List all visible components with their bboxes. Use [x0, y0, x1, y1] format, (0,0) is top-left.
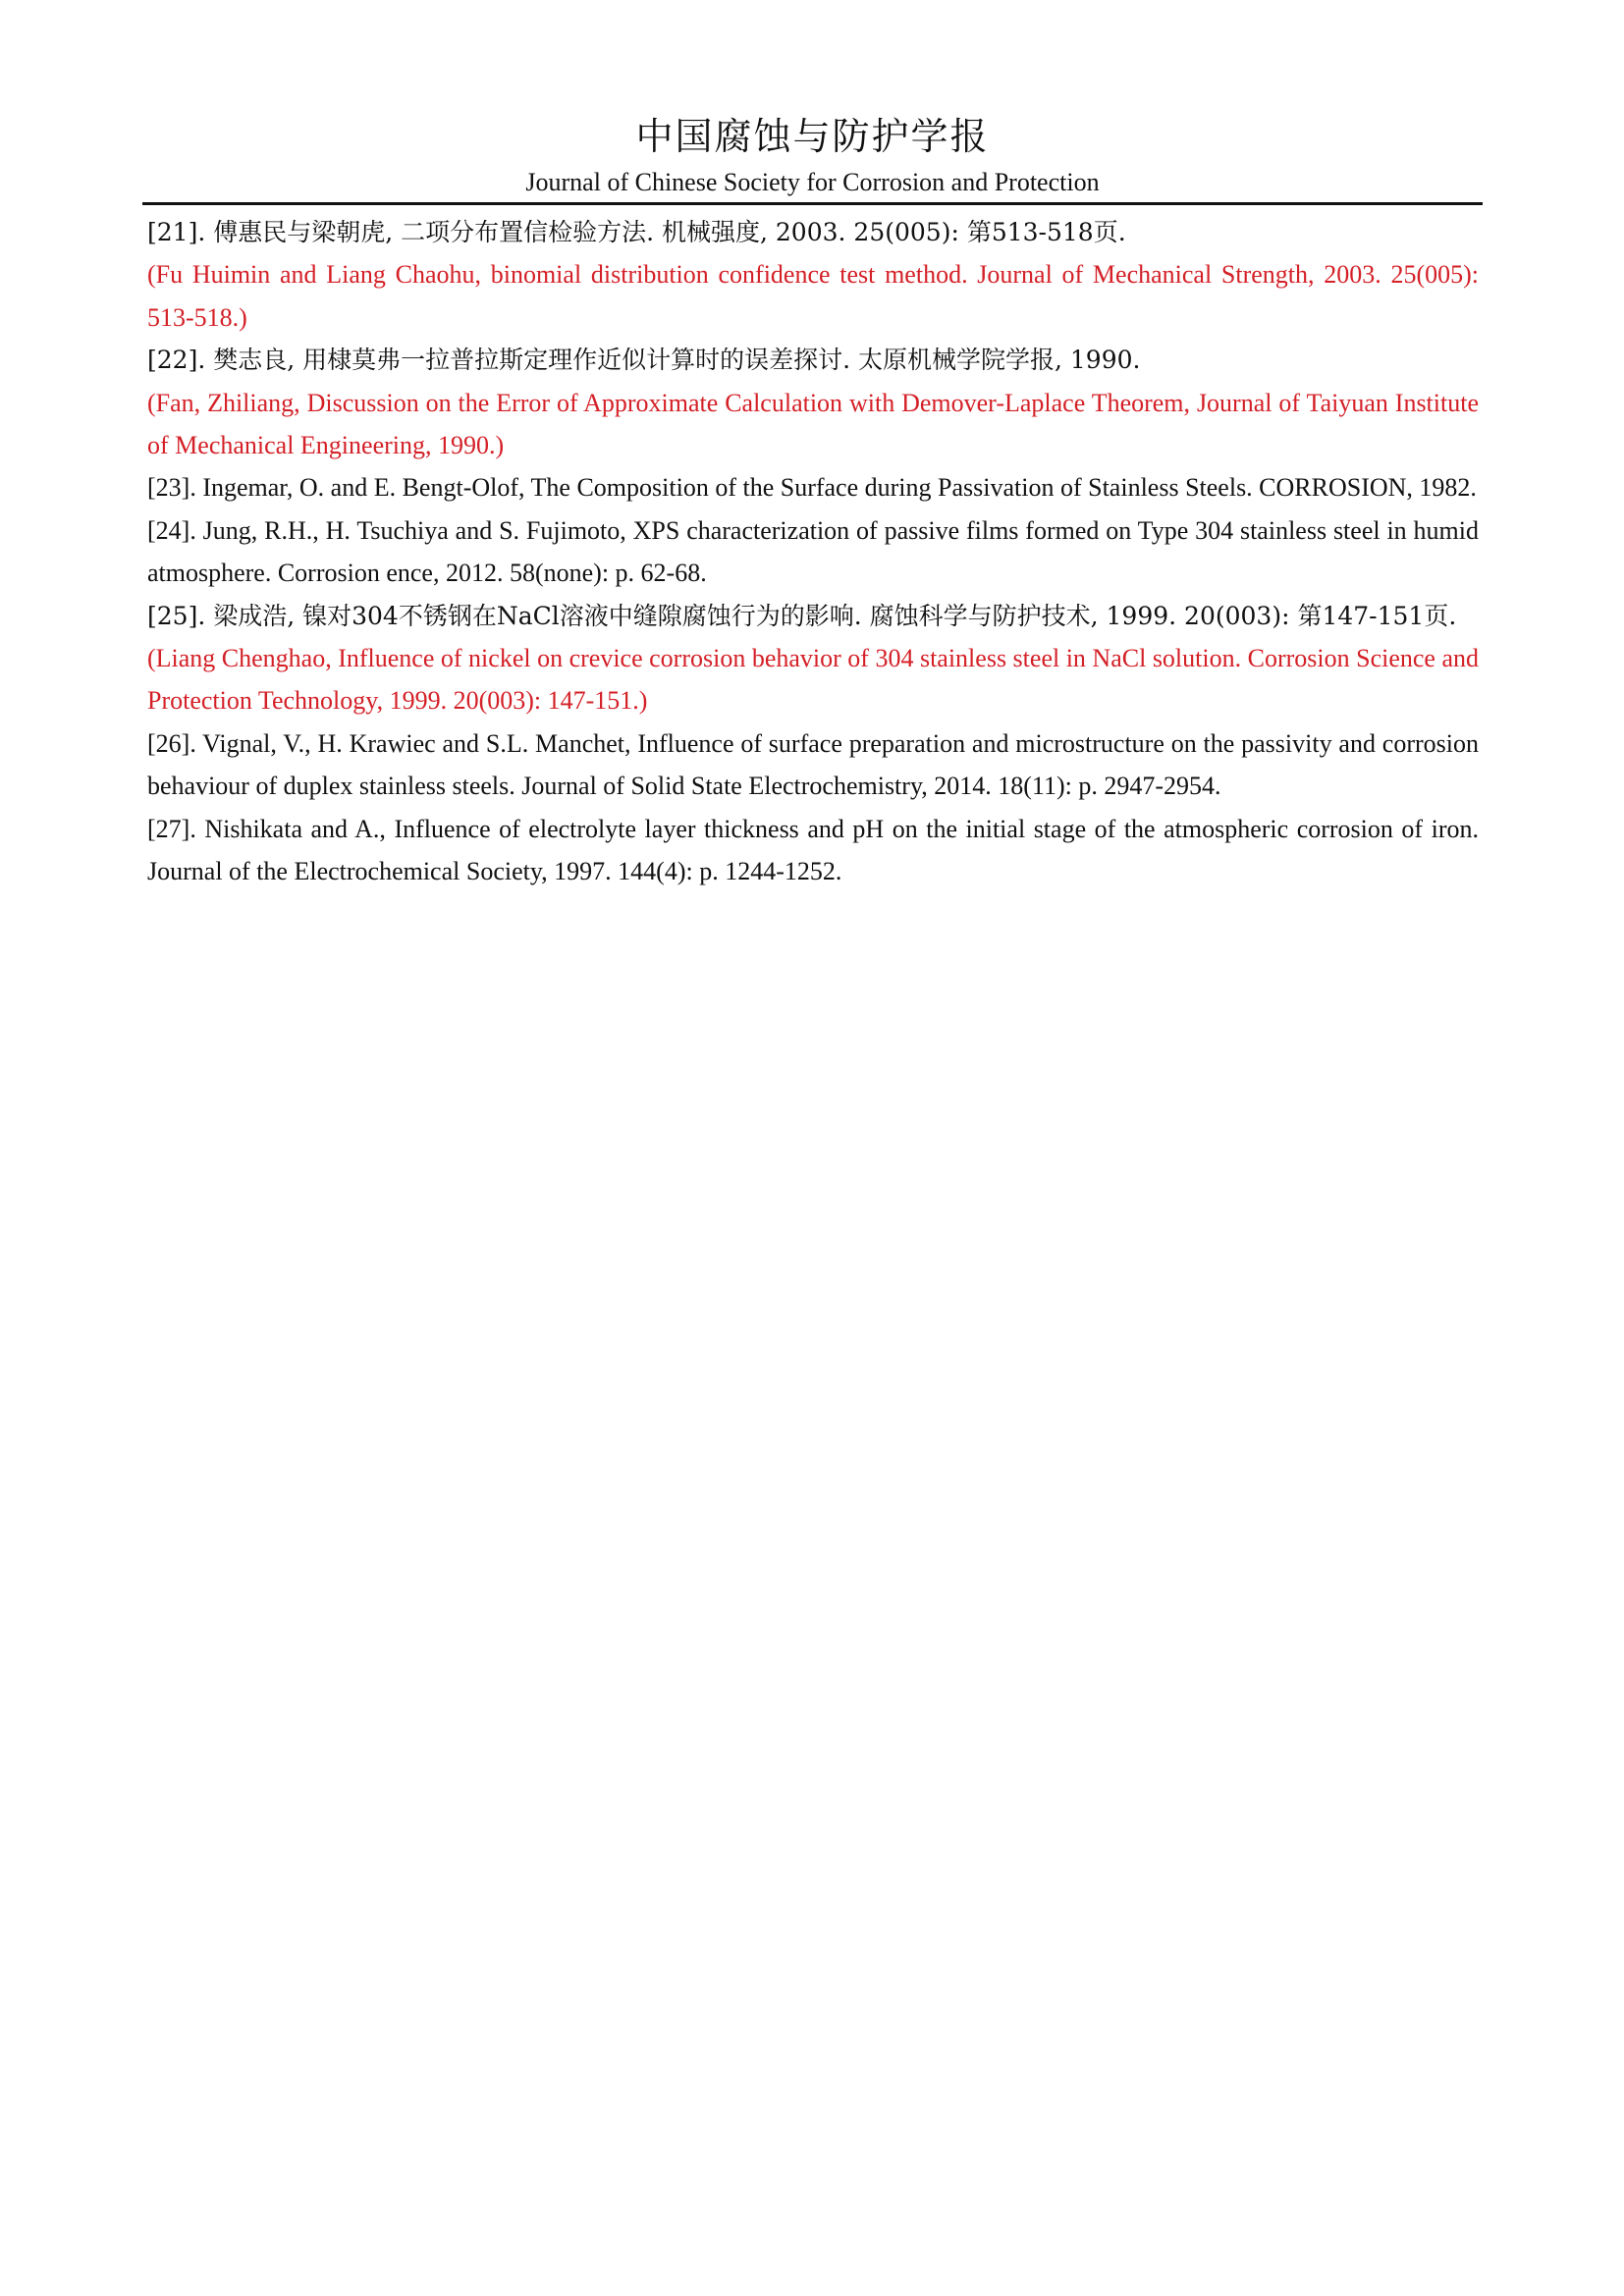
reference-23: [23]. Ingemar, O. and E. Bengt-Olof, The Composition of the Surface during Passivation of Stainless Steels. CORROSION, 1982.: [147, 473, 1477, 503]
reference-24: [24]. Jung, R.H., H. Tsuchiya and S. Fujimoto, XPS characterization of passive films formed on Type 304 stainless steel in humid atmosphere. Corrosion ence, 2012. 58(none): p. 62-68.: [147, 515, 1479, 588]
reference-list: [147, 211, 1479, 893]
journal-title-chinese: 中国腐蚀与防护学报: [635, 115, 990, 158]
reference-25-translation: (Liang Chenghao, Influence of nickel on crevice corrosion behavior of 304 stainless steel in NaCl solution. Corrosion Science and Protection Technology, 1999. 20(003): 147-151.): [147, 644, 1479, 716]
reference-22-translation: (Fan, Zhiliang, Discussion on the Error of Approximate Calculation with Demover-Laplace Theorem, Journal of Taiyuan Institute of Mechanical Engineering, 1990.): [147, 388, 1479, 460]
reference-22: [22]. 樊志良, 用棣莫弗一拉普拉斯定理作近似计算时的误差探讨. 太原机械学院学报, 1990.: [147, 346, 1141, 375]
journal-title-english: Journal of Chinese Society for Corrosion and Protection: [525, 168, 1100, 196]
reference-25: [25]. 梁成浩, 镍对304不锈钢在NaCl溶液中缝隙腐蚀行为的影响. 腐蚀科学与防护技术, 1999. 20(003): 第147-151页.: [147, 601, 1457, 630]
header-divider: [142, 202, 1483, 205]
reference-26: [26]. Vignal, V., H. Krawiec and S.L. Manchet, Influence of surface preparation and microstructure on the passivity and corrosion behaviour of duplex stainless steels. Journal of Solid State Electrochemistry, 2014. 18(11): p. 2947-2954.: [147, 728, 1479, 801]
reference-21-translation: (Fu Huimin and Liang Chaohu, binomial distribution confidence test method. Journal of Mechanical Strength, 2003. 25(005): 513-518.): [147, 260, 1479, 332]
reference-27: [27]. Nishikata and A., Influence of electrolyte layer thickness and pH on the initial stage of the atmospheric corrosion of iron. Journal of the Electrochemical Society, 1997. 144(4): p. 1244-1252.: [147, 814, 1479, 886]
reference-21: [21]. 傅惠民与梁朝虎, 二项分布置信检验方法. 机械强度, 2003. 25(005): 第513-518页.: [147, 218, 1126, 246]
journal-header: [142, 110, 1483, 198]
